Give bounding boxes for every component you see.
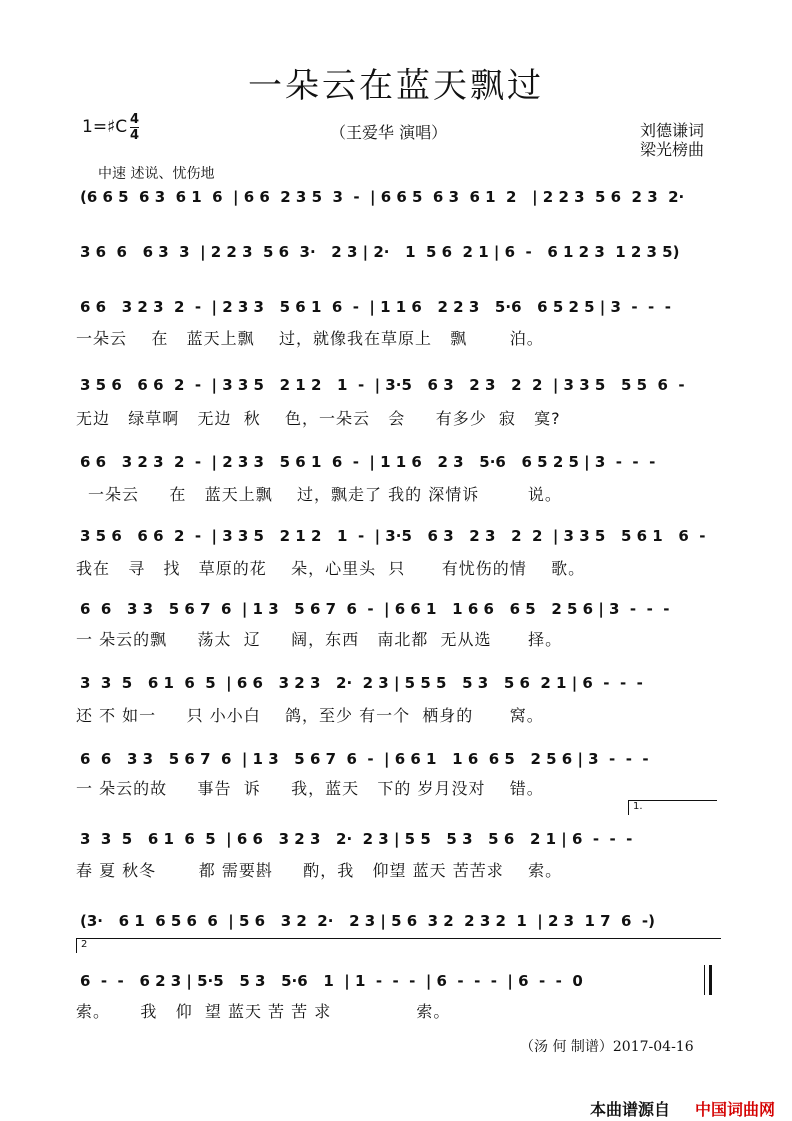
source-site-link[interactable]: 中国词曲网 bbox=[695, 1100, 776, 1119]
notation-system-9: 6 6 3 3 5 6 7 6 | 1 3 5 6 7 6 - | 6 6 1 1 6 6 5 2 5 6 | 3 - - - bbox=[80, 750, 649, 768]
lyrics-line-5: 一朵云 在 蓝天上飘 过，飘走了 我的 深情诉 说。 bbox=[88, 485, 562, 504]
composer: 梁光榜曲 bbox=[640, 140, 705, 159]
notation-system-3: 6 6 3 2 3 2 - | 2 3 3 5 6 1 6 - | 1 1 6 2 2 3 5·6 6 5 2 5 | 3 - - - bbox=[80, 298, 671, 316]
source-label: 本曲谱源自 bbox=[590, 1100, 671, 1119]
notation-system-12: 6 - - 6 2 3 | 5·5 5 3 5·6 1 | 1 - - - | 6 - - - | 6 - - 0 bbox=[80, 972, 583, 990]
lyrics-line-8: 还 不 如一 只 小小白 鸽，至少 有一个 栖身的 窝。 bbox=[76, 706, 544, 725]
notation-system-7: 6 6 3 3 5 6 7 6 | 1 3 5 6 7 6 - | 6 6 1 1 6 6 6 5 2 5 6 | 3 - - - bbox=[80, 600, 670, 618]
lyrics-line-3: 一朵云 在 蓝天上飘 过，就像我在草原上 飘 泊。 bbox=[76, 329, 544, 348]
lyricist: 刘德谦词 bbox=[640, 121, 705, 140]
notation-system-8: 3 3 5 6 1 6 5 | 6 6 3 2 3 2· 2 3 | 5 5 5 5 3 5 6 2 1 | 6 - - - bbox=[80, 674, 643, 692]
first-ending-bracket: 1. bbox=[628, 800, 717, 815]
notation-system-4: 3 5 6 6 6 2 - | 3 3 5 2 1 2 1 - | 3·5 6 3 2 3 2 2 | 3 3 5 5 5 6 - bbox=[80, 376, 685, 394]
notation-system-11: (3· 6 1 6 5 6 6 | 5 6 3 2 2· 2 3 | 5 6 3 2 2 3 2 1 | 2 3 1 7 6 -) bbox=[80, 912, 656, 930]
key-signature: 1=♯C bbox=[82, 117, 128, 137]
transcriber-credit: （汤 何 制谱）2017-04-16 bbox=[520, 1039, 694, 1055]
final-barline-thin bbox=[704, 965, 705, 995]
lyrics-line-6: 我在 寻 找 草原的花 朵，心里头 只 有忧伤的情 歌。 bbox=[76, 559, 586, 578]
final-barline-thick bbox=[709, 965, 712, 995]
second-ending-bracket: 2 bbox=[76, 938, 721, 953]
lyrics-line-10: 春 夏 秋冬 都 需要斟 酌，我 仰望 蓝天 苦苦求 索。 bbox=[76, 861, 563, 880]
notation-system-5: 6 6 3 2 3 2 - | 2 3 3 5 6 1 6 - | 1 1 6 2 3 5·6 6 5 2 5 | 3 - - - bbox=[80, 453, 656, 471]
notation-system-6: 3 5 6 6 6 2 - | 3 3 5 2 1 2 1 - | 3·5 6 3 2 3 2 2 | 3 3 5 5 6 1 6 - bbox=[80, 527, 706, 545]
notation-system-2: 3 6 6 6 3 3 | 2 2 3 5 6 3· 2 3 | 2· 1 5 6 2 1 | 6 - 6 1 2 3 1 2 3 5) bbox=[80, 243, 680, 261]
meter-top: 4 bbox=[130, 112, 140, 127]
notation-system-10: 3 3 5 6 1 6 5 | 6 6 3 2 3 2· 2 3 | 5 5 5 3 5 6 2 1 | 6 - - - bbox=[80, 830, 633, 848]
time-signature bbox=[130, 113, 139, 142]
lyrics-line-7: 一 朵云的飘 荡太 辽 阔，东西 南北都 无从选 择。 bbox=[76, 630, 563, 649]
lyrics-line-4: 无边 绿草啊 无边 秋 色，一朵云 会 有多少 寂 寞? bbox=[76, 409, 561, 428]
performer: （王爱华 演唱） bbox=[330, 123, 448, 142]
song-title: 一朵云在蓝天飘过 bbox=[248, 66, 544, 106]
lyrics-line-9: 一 朵云的故 事告 诉 我，蓝天 下的 岁月没对 错。 bbox=[76, 779, 544, 798]
lyrics-line-12: 索。 我 仰 望 蓝天 苦 苦 求 索。 bbox=[76, 1002, 451, 1021]
meter-bottom: 4 bbox=[130, 128, 140, 143]
tempo-marking: 中速 述说、忧伤地 bbox=[98, 166, 215, 182]
notation-system-1: (6 6 5 6 3 6 1 6 | 6 6 2 3 5 3 - | 6 6 5 6 3 6 1 2 | 2 2 3 5 6 2 3 2· bbox=[80, 188, 685, 206]
